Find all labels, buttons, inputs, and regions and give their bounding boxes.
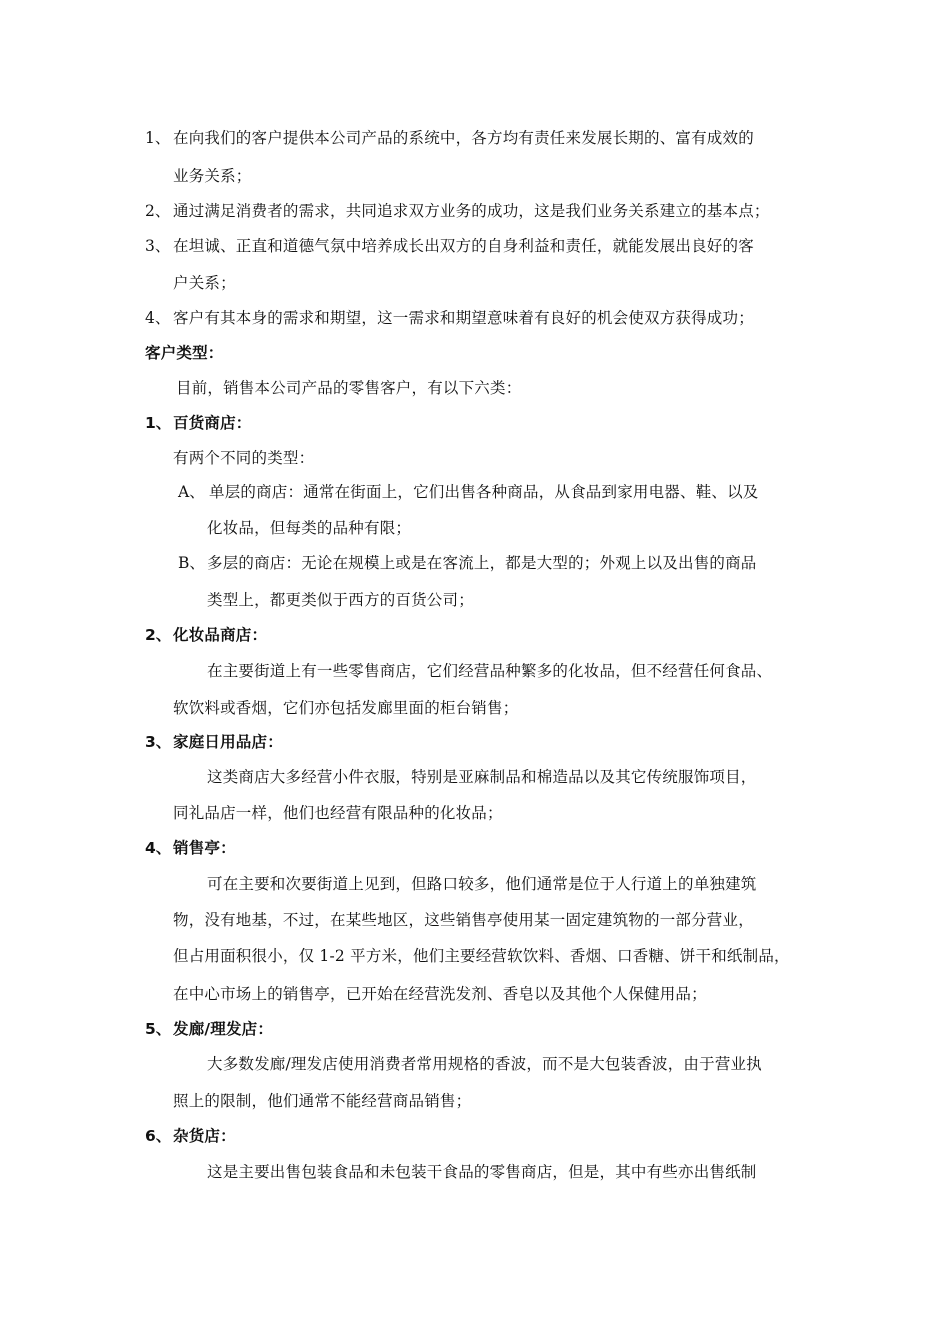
list-number: 3、 bbox=[145, 237, 171, 255]
paragraph: 软饮料或香烟，它们亦包括发廊里面的柜台销售； bbox=[173, 699, 519, 717]
list-number: 1、 bbox=[145, 129, 171, 147]
list-item-text: 通过满足消费者的需求，共同追求双方业务的成功，这是我们业务关系建立的基本点； bbox=[173, 202, 770, 220]
section-number: 3、 bbox=[145, 733, 172, 751]
sub-item-text: 类型上，都更类似于西方的百货公司； bbox=[207, 591, 474, 609]
sub-item-text: 单层的商店：通常在街面上，它们出售各种商品，从食品到家用电器、鞋、以及 bbox=[209, 483, 759, 501]
paragraph: 但占用面积很小，仅 1-2 平方米，他们主要经营软饮料、香烟、口香糖、饼干和纸制品， bbox=[173, 947, 790, 965]
section-title: 百货商店： bbox=[173, 414, 252, 432]
section-number: 2、 bbox=[145, 626, 172, 644]
section-heading: 客户类型： bbox=[145, 344, 224, 362]
paragraph: 这是主要出售包装食品和未包装干食品的零售商店，但是，其中有些亦出售纸制 bbox=[207, 1163, 757, 1181]
section-number: 1、 bbox=[145, 414, 172, 432]
paragraph: 物，没有地基，不过，在某些地区，这些销售亭使用某一固定建筑物的一部分营业， bbox=[173, 911, 754, 929]
section-number: 5、 bbox=[145, 1020, 172, 1038]
paragraph: 大多数发廊/理发店使用消费者常用规格的香波，而不是大包装香波，由于营业执 bbox=[207, 1055, 762, 1073]
paragraph: 照上的限制，他们通常不能经营商品销售； bbox=[173, 1092, 472, 1110]
list-item-text: 在坦诚、正直和道德气氛中培养成长出双方的自身利益和责任，就能发展出良好的客 bbox=[173, 237, 754, 255]
paragraph: 可在主要和次要街道上见到，但路口较多，他们通常是位于人行道上的单独建筑 bbox=[207, 875, 757, 893]
list-number: 2、 bbox=[145, 202, 171, 220]
sub-item-text: 化妆品，但每类的品种有限； bbox=[207, 519, 412, 537]
section-title: 化妆品商店： bbox=[173, 626, 268, 644]
paragraph: 在主要街道上有一些零售商店，它们经营品种繁多的化妆品，但不经营任何食品、 bbox=[207, 662, 773, 680]
section-title: 家庭日用品店： bbox=[173, 733, 283, 751]
list-item-text: 户关系； bbox=[173, 274, 236, 292]
section-title: 杂货店： bbox=[173, 1127, 236, 1145]
section-title: 销售亭： bbox=[173, 839, 236, 857]
paragraph: 这类商店大多经营小件衣服，特别是亚麻制品和棉造品以及其它传统服饰项目， bbox=[207, 768, 757, 786]
paragraph: 有两个不同的类型： bbox=[173, 449, 315, 467]
sub-item-label: A、 bbox=[178, 483, 205, 501]
section-number: 6、 bbox=[145, 1127, 172, 1145]
list-item-text: 在向我们的客户提供本公司产品的系统中，各方均有责任来发展长期的、富有成效的 bbox=[173, 129, 754, 147]
section-title: 发廊/理发店： bbox=[173, 1020, 274, 1038]
paragraph: 同礼品店一样，他们也经营有限品种的化妆品； bbox=[173, 804, 503, 822]
list-item-text: 客户有其本身的需求和期望，这一需求和期望意味着有良好的机会使双方获得成功； bbox=[173, 309, 754, 327]
list-number: 4、 bbox=[145, 309, 171, 327]
list-item-text: 业务关系； bbox=[173, 167, 252, 185]
paragraph: 在中心市场上的销售亭，已开始在经营洗发剂、香皂以及其他个人保健用品； bbox=[173, 985, 707, 1003]
section-number: 4、 bbox=[145, 839, 172, 857]
sub-item-label: B、 bbox=[178, 554, 205, 572]
paragraph: 目前，销售本公司产品的零售客户，有以下六类： bbox=[176, 379, 522, 397]
sub-item-text: 多层的商店：无论在规模上或是在客流上，都是大型的；外观上以及出售的商品 bbox=[207, 554, 757, 572]
